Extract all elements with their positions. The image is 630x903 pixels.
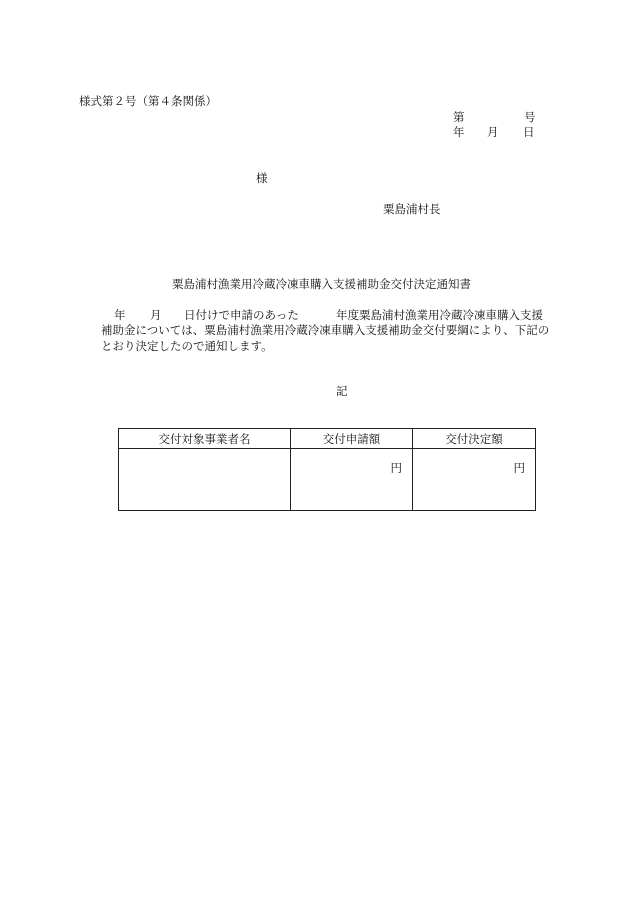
grant-table <box>118 428 536 511</box>
body-year-label: 年 <box>114 308 126 322</box>
recipient-cell <box>119 449 291 511</box>
doc-number-suffix: 号 <box>524 110 536 124</box>
table-header-row <box>119 429 536 449</box>
decided-amount-unit: 円 <box>513 461 525 475</box>
body-line3: とおり決定したので通知します。 <box>101 339 273 353</box>
document-title: 粟島浦村漁業用冷蔵冷凍車購入支援補助金交付決定通知書 <box>172 277 471 291</box>
date-month-label: 月 <box>487 125 499 139</box>
body-line1-fiscal: 年度粟島浦村漁業用冷蔵冷凍車購入支援 <box>336 308 543 322</box>
form-number: 様式第２号（第４条関係） <box>79 94 217 108</box>
body-line1-text: 日付けで申請のあった <box>184 308 299 322</box>
date-day-label: 日 <box>523 125 535 139</box>
doc-number-prefix: 第 <box>453 110 465 124</box>
header-recipient: 交付対象事業者名 <box>119 429 291 449</box>
date-year-label: 年 <box>453 125 465 139</box>
sender-name: 粟島浦村長 <box>383 202 441 216</box>
table-row <box>119 449 536 511</box>
body-month-label: 月 <box>150 308 162 322</box>
body-line2: 補助金については、粟島浦村漁業用冷蔵冷凍車購入支援補助金交付要綱により、下記の <box>101 323 550 337</box>
addressee-honorific: 様 <box>256 171 268 185</box>
applied-amount-cell <box>291 449 413 511</box>
header-applied-amount: 交付申請額 <box>291 429 413 449</box>
applied-amount-unit: 円 <box>390 461 402 475</box>
record-heading: 記 <box>336 384 348 398</box>
header-decided-amount: 交付決定額 <box>413 429 536 449</box>
decided-amount-cell <box>413 449 536 511</box>
